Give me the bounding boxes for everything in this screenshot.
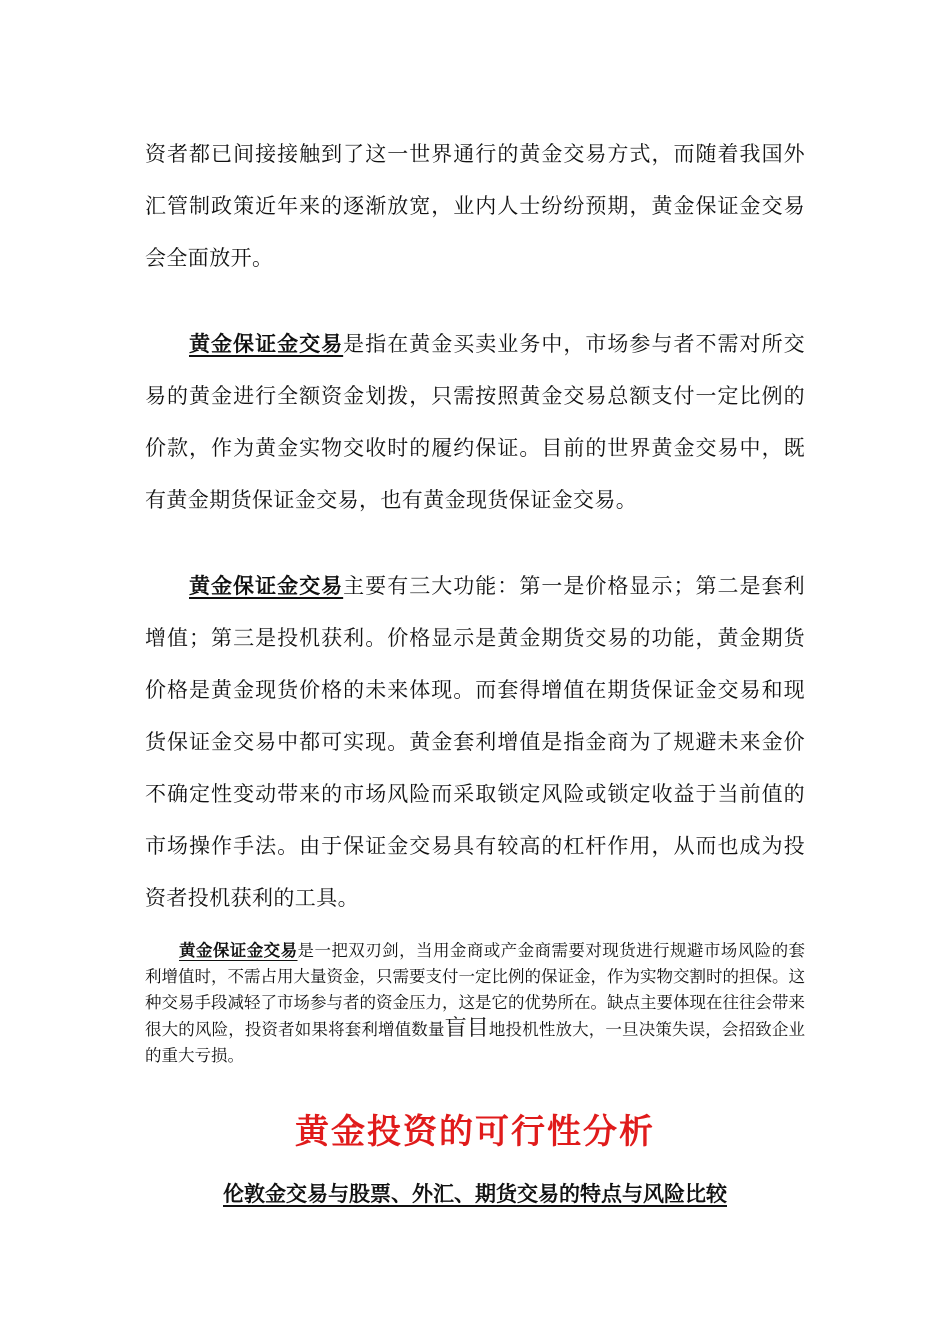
paragraph-intro-continuation: 资者都已间接接触到了这一世界通行的黄金交易方式，而随着我国外汇管制政策近年来的逐渐放宽，业内人士纷纷预期，黄金保证金交易会全面放开。 (145, 142, 805, 270)
paragraph-definition-text: 是指在黄金买卖业务中，市场参与者不需对所交易的黄金进行全额资金划拨，只需按照黄金交易总额支付一定比例的价款，作为黄金实物交收时的履约保证。目前的世界黄金交易中，既有黄金期货保证金交易，也有黄金现货保证金交易。 (145, 332, 805, 512)
paragraph-double-edged (145, 938, 805, 1069)
term-gold-margin-trading: 黄金保证金交易 (189, 573, 344, 598)
paragraph-functions (145, 560, 805, 924)
section-title: 黄金投资的可行性分析 (295, 1112, 655, 1152)
paragraph-double-edged-tail: 地投机性放大，一旦决策失误，会招致企业的重大亏损。 (145, 1020, 806, 1065)
spacer (145, 526, 805, 560)
paragraph-definition (145, 318, 805, 526)
emphasized-word: 盲目 (444, 1016, 489, 1041)
term-gold-margin-trading: 黄金保证金交易 (189, 331, 344, 356)
paragraph-functions-text: 主要有三大功能：第一是价格显示；第二是套利增值；第三是投机获利。价格显示是黄金期货交易的功能，黄金期货价格是黄金现货价格的未来体现。而套得增值在期货保证金交易和现货保证金交易中都可实现。黄金套利增值是指金商为了规避未来金价不确定性变动带来的市场风险而采取锁定风险或锁定收益于当前值的市场操作手法。由于保证金交易具有较高的杠杆作用，从而也成为投资者投机获利的工具。 (145, 574, 805, 910)
section-subtitle: 伦敦金交易与股票、外汇、期货交易的特点与风险比较 (223, 1181, 727, 1206)
term-gold-margin-trading: 黄金保证金交易 (179, 941, 298, 960)
spacer (145, 284, 805, 318)
document-page (145, 128, 805, 1209)
spacer (145, 924, 805, 938)
paragraph-double-edged-text: 是一把双刃剑，当用金商或产金商需要对现货进行规避市场风险的套利增值时，不需占用大量资金，只需要支付一定比例的保证金，作为实物交割时的担保。这种交易手段减轻了市场参与者的资金压力，这是它的优势所在。缺点主要体现在往往会带来很大的风险，投资者如果将套利增值数量 (145, 941, 806, 1039)
